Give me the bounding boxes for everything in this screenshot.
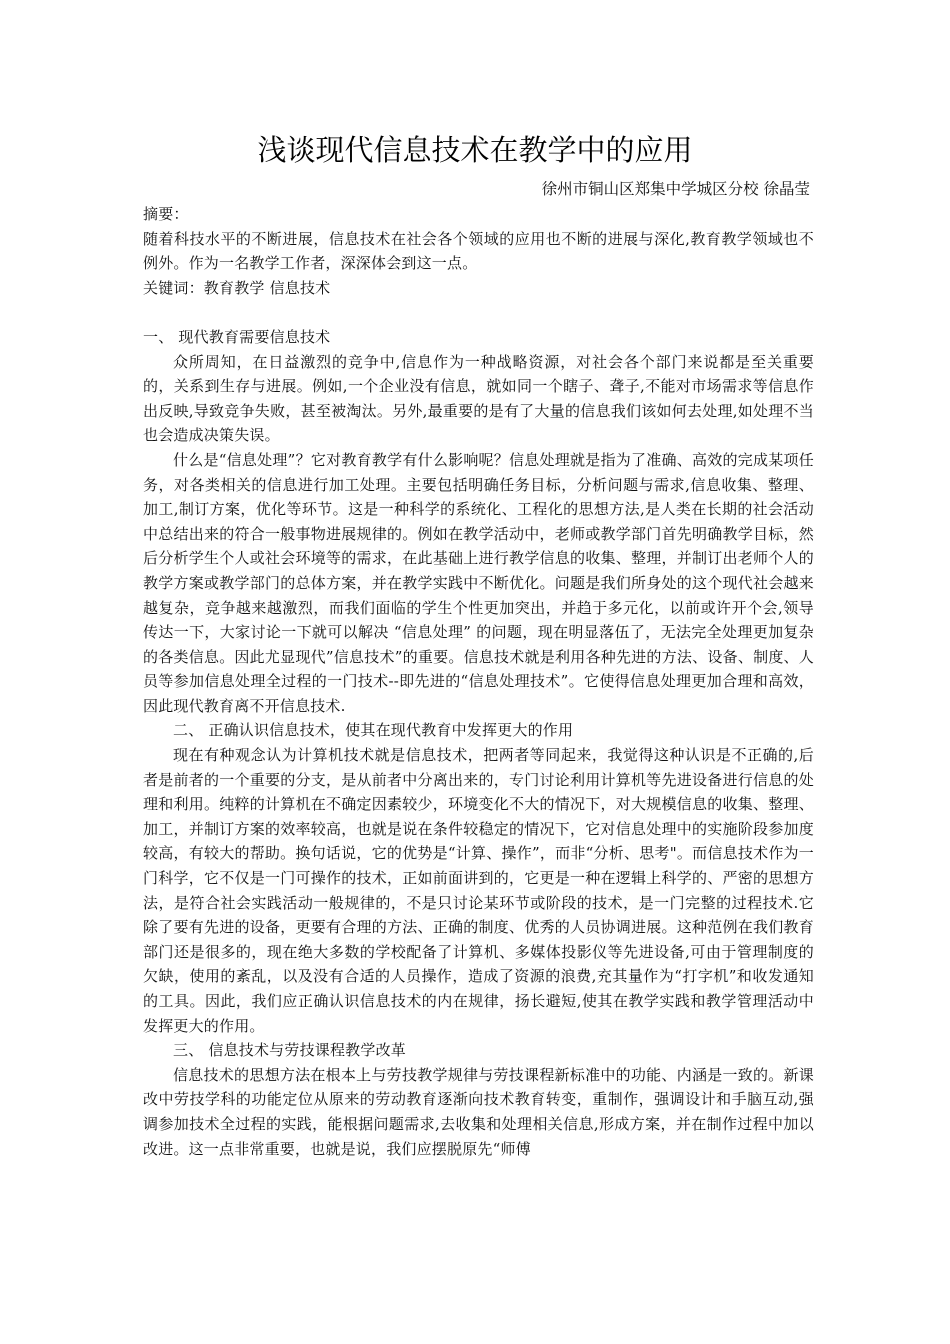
abstract-text: 随着科技水平的不断进展，信息技术在社会各个领域的应用也不断的进展与深化,教育教学领域也不例外。作为一名教学工作者，深深体会到这一点。 bbox=[143, 229, 814, 273]
abstract-label: 摘要： bbox=[143, 205, 189, 223]
section-heading: 一、 现代教育需要信息技术 bbox=[143, 327, 331, 346]
blank-line bbox=[143, 300, 814, 325]
keywords-line: 关键词：教育教学 信息技术 bbox=[143, 278, 331, 297]
document-title: 浅谈现代信息技术在教学中的应用 bbox=[257, 133, 693, 167]
section-heading: 三、 信息技术与劳技课程教学改革 bbox=[173, 1041, 406, 1060]
paragraph: 现在有种观念认为计算机技术就是信息技术，把两者等同起来，我觉得这种认识是不正确的,后者是前者的一个重要的分支，是从前者中分离出来的，专门讨论利用计算机等先进设备进行信息的处理和利用。纯粹的计算机在不确定因素较少，环境变化不大的情况下，对大规模信息的收集、整理、加工，并制订方案的效率较高，也就是说在条件较稳定的情况下，它对信息处理中的实施阶段参加度较高，有较大的帮助。换句话说，它的优势是“计算、操作”，而非“分析、思考"。而信息技术作为一门科学，它不仅是一门可操作的技术，正如前面讲到的，它更是一种在逻辑上科学的、严密的思想方法，是符合社会实践活动一般规律的，不是只讨论某环节或阶段的技术，是一门完整的过程技术.它除了要有先进的设备，更要有合理的方法、正确的制度、优秀的人员协调进展。这种范例在我们教育部门还是很多的，现在绝大多数的学校配备了计算机、多媒体投影仪等先进设备,可由于管理制度的欠缺，使用的紊乱，以及没有合适的人员操作，造成了资源的浪费,充其量作为“打字机”和收发通知的工具。因此，我们应正确认识信息技术的内在规律，扬长避短,使其在教学实践和教学管理活动中发挥更大的作用。 bbox=[143, 746, 814, 1035]
document-body bbox=[143, 202, 814, 1161]
section-heading: 二、 正确认识信息技术，使其在现代教育中发挥更大的作用 bbox=[173, 721, 574, 740]
paragraph: 信息技术的思想方法在根本上与劳技教学规律与劳技课程新标准中的功能、内涵是一致的。新课改中劳技学科的功能定位从原来的劳动教育逐渐向技术教育转变，重制作，强调设计和手脑互动,强调参加技术全过程的实践，能根据问题需求,去收集和处理相关信息,形成方案，并在制作过程中加以改进。这一点非常重要，也就是说，我们应摆脱原先“师傅 bbox=[143, 1065, 814, 1158]
author-line: 徐州市铜山区郑集中学城区分校 徐晶莹 bbox=[541, 180, 810, 198]
paragraph: 众所周知，在日益激烈的竞争中,信息作为一种战略资源，对社会各个部门来说都是至关重要的，关系到生存与进展。例如,一个企业没有信息，就如同一个瞎子、聋子,不能对市场需求等信息作出反映,导致竞争失败，甚至被淘汰。另外,最重要的是有了大量的信息我们该如何去处理,如处理不当也会造成决策失误。 bbox=[143, 352, 814, 445]
paragraph: 什么是“信息处理”？它对教育教学有什么影响呢？信息处理就是指为了准确、高效的完成某项任务，对各类相关的信息进行加工处理。主要包括明确任务目标，分析问题与需求,信息收集、整理、加工,制订方案，优化等环节。这是一种科学的系统化、工程化的思想方法,是人类在长期的社会活动中总结出来的符合一般事物进展规律的。例如在教学活动中，老师或教学部门首先明确教学目标，然后分析学生个人或社会环境等的需求，在此基础上进行教学信息的收集、整理，并制订出老师个人的教学方案或教学部门的总体方案，并在教学实践中不断优化。问题是我们所身处的这个现代社会越来越复杂，竞争越来越激烈，而我们面临的学生个性更加突出，并趋于多元化，以前或许开个会,领导传达一下，大家讨论一下就可以解决 “信息处理” 的问题，现在明显落伍了，无法完全处理更加复杂的各类信息。因此尤显现代”信息技术”的重要。信息技术就是利用各种先进的方法、设备、制度、人员等参加信息处理全过程的一门技术--即先进的“信息处理技术”。它使得信息处理更加合理和高效，因此现代教育离不开信息技术. bbox=[143, 450, 814, 715]
